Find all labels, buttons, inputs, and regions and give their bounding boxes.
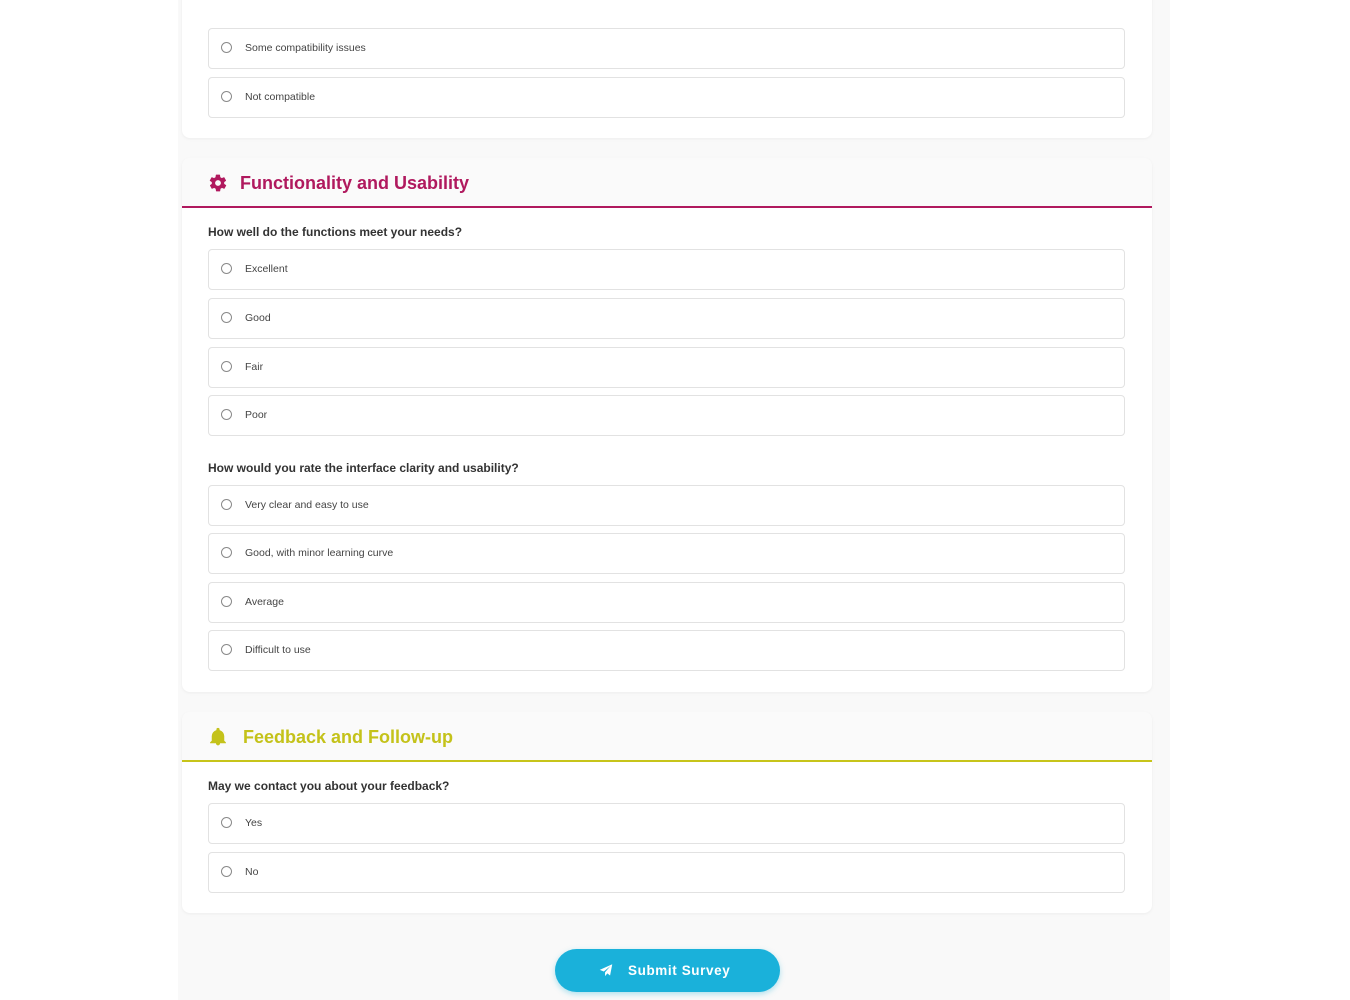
option-label: Not compatible xyxy=(245,91,316,103)
paper-plane-icon xyxy=(598,963,614,978)
option-no[interactable] xyxy=(208,852,1125,893)
option-not-compatible[interactable] xyxy=(208,77,1125,118)
radio-button[interactable] xyxy=(221,42,232,53)
feedback-section xyxy=(182,712,1152,913)
radio-button[interactable] xyxy=(221,361,232,372)
radio-button[interactable] xyxy=(221,312,232,323)
radio-button[interactable] xyxy=(221,547,232,558)
option-poor[interactable] xyxy=(208,395,1125,436)
gear-icon xyxy=(208,173,228,193)
option-some-compatibility-issues[interactable] xyxy=(208,28,1125,69)
submit-label: Submit Survey xyxy=(628,963,731,978)
section-header xyxy=(182,158,1152,208)
radio-button[interactable] xyxy=(221,499,232,510)
option-yes[interactable] xyxy=(208,803,1125,844)
functionality-section xyxy=(182,158,1152,692)
question-functions-meet-needs: How well do the functions meet your needs? xyxy=(208,225,463,239)
section-header xyxy=(182,712,1152,762)
option-fair[interactable] xyxy=(208,347,1125,388)
option-difficult-to-use[interactable] xyxy=(208,630,1125,671)
radio-button[interactable] xyxy=(221,866,232,877)
option-label: Good xyxy=(245,312,271,324)
radio-button[interactable] xyxy=(221,263,232,274)
section-title: Feedback and Follow-up xyxy=(243,727,454,747)
submit-survey-button[interactable] xyxy=(555,949,780,992)
option-label: Difficult to use xyxy=(245,644,311,656)
section-title: Functionality and Usability xyxy=(240,173,470,193)
bell-icon xyxy=(208,727,228,747)
radio-button[interactable] xyxy=(221,91,232,102)
question-may-we-contact: May we contact you about your feedback? xyxy=(208,779,450,793)
option-label: Some compatibility issues xyxy=(245,42,366,54)
option-very-clear[interactable] xyxy=(208,485,1125,526)
question-interface-clarity: How would you rate the interface clarity and usability? xyxy=(208,461,519,475)
option-good-minor-learning-curve[interactable] xyxy=(208,533,1125,574)
option-label: Excellent xyxy=(245,263,288,275)
radio-button[interactable] xyxy=(221,817,232,828)
radio-button[interactable] xyxy=(221,409,232,420)
option-label: Good, with minor learning curve xyxy=(245,547,394,559)
option-label: Poor xyxy=(245,409,268,421)
option-good[interactable] xyxy=(208,298,1125,339)
option-average[interactable] xyxy=(208,582,1125,623)
option-label: Yes xyxy=(245,817,263,829)
option-excellent[interactable] xyxy=(208,249,1125,290)
radio-button[interactable] xyxy=(221,644,232,655)
option-label: Average xyxy=(245,596,284,608)
option-label: No xyxy=(245,866,259,878)
option-label: Fair xyxy=(245,361,264,373)
option-label: Very clear and easy to use xyxy=(245,499,369,511)
radio-button[interactable] xyxy=(221,596,232,607)
compatibility-section xyxy=(182,0,1152,138)
